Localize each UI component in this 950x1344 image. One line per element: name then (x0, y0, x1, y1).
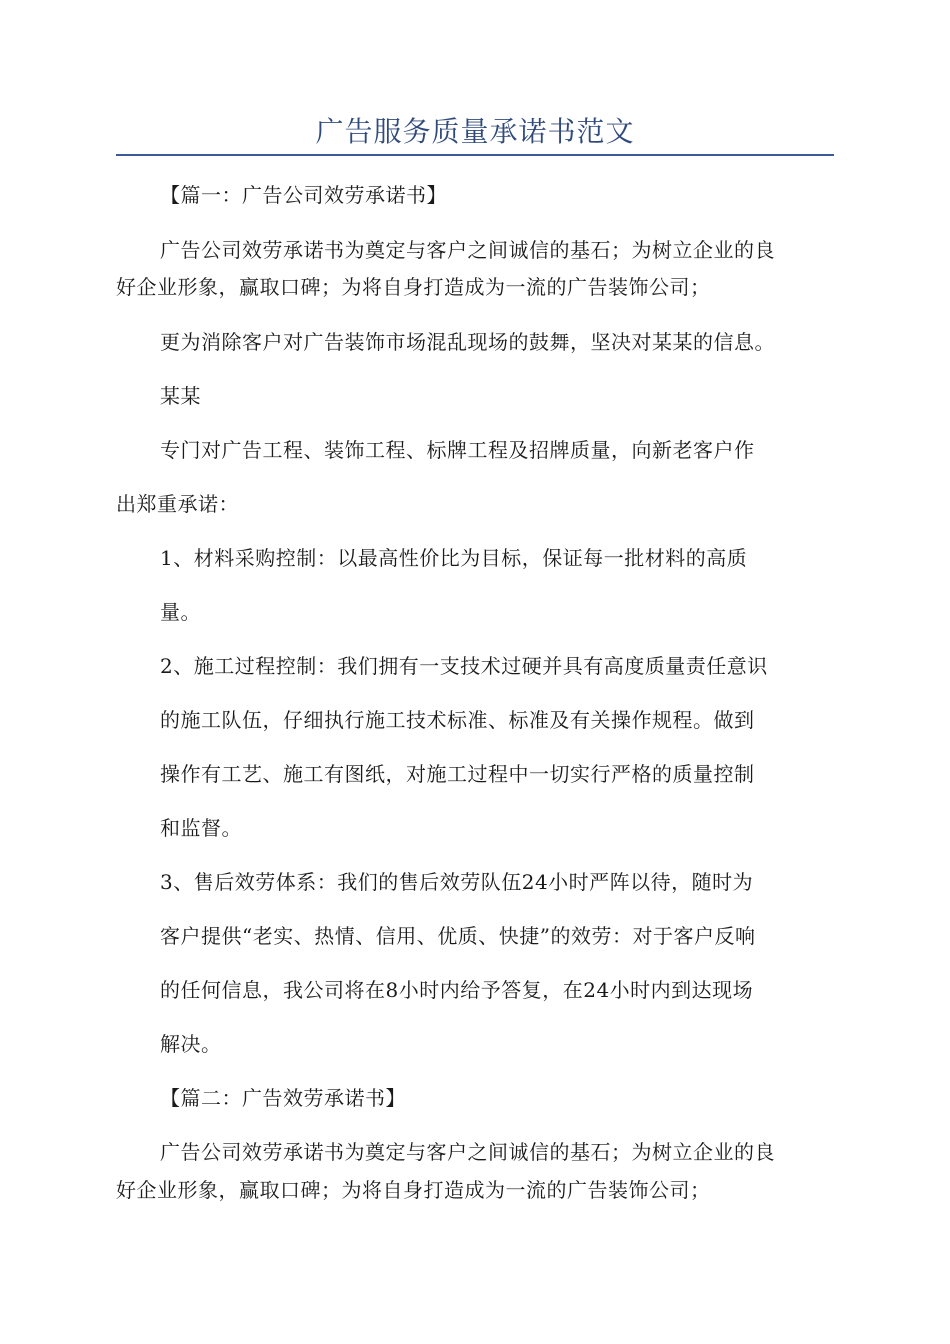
paragraph-line: 更为消除客户对广告装饰市场混乱现场的鼓舞，坚决对某某的信息。 (160, 330, 775, 354)
list-item-line: 解决。 (160, 1032, 222, 1056)
paragraph-line: 好企业形象，赢取口碑；为将自身打造成为一流的广告装饰公司； (116, 1178, 711, 1202)
title-underline (116, 154, 834, 156)
paragraph-line: 专门对广告工程、装饰工程、标牌工程及招牌质量，向新老客户作 (160, 438, 755, 462)
list-item-line: 和监督。 (160, 816, 242, 840)
section-heading-1: 【篇一：广告公司效劳承诺书】 (160, 183, 447, 207)
paragraph-line: 广告公司效劳承诺书为奠定与客户之间诚信的基石；为树立企业的良 (160, 238, 775, 262)
list-item-line: 3、售后效劳体系：我们的售后效劳队伍24小时严阵以待，随时为 (160, 870, 754, 894)
document-title: 广告服务质量承诺书范文 (315, 115, 635, 148)
list-item-line: 1、材料采购控制：以最高性价比为目标，保证每一批材料的高质 (160, 546, 748, 570)
list-item-line: 操作有工艺、施工有图纸，对施工过程中一切实行严格的质量控制 (160, 762, 755, 786)
section-heading-2: 【篇二：广告效劳承诺书】 (160, 1086, 406, 1110)
list-item-line: 量。 (160, 600, 201, 624)
list-item-line: 2、施工过程控制：我们拥有一支技术过硬并具有高度质量责任意识 (160, 654, 768, 678)
paragraph-line: 好企业形象，赢取口碑；为将自身打造成为一流的广告装饰公司； (116, 275, 711, 299)
list-item-line: 客户提供“老实、热情、信用、优质、快捷”的效劳：对于客户反响 (160, 924, 756, 948)
paragraph-line: 某某 (160, 384, 201, 408)
list-item-line: 的任何信息，我公司将在8小时内给予答复，在24小时内到达现场 (160, 978, 754, 1002)
paragraph-line: 出郑重承诺： (116, 492, 239, 516)
list-item-line: 的施工队伍，仔细执行施工技术标准、标准及有关操作规程。做到 (160, 708, 755, 732)
paragraph-line: 广告公司效劳承诺书为奠定与客户之间诚信的基石；为树立企业的良 (160, 1140, 775, 1164)
